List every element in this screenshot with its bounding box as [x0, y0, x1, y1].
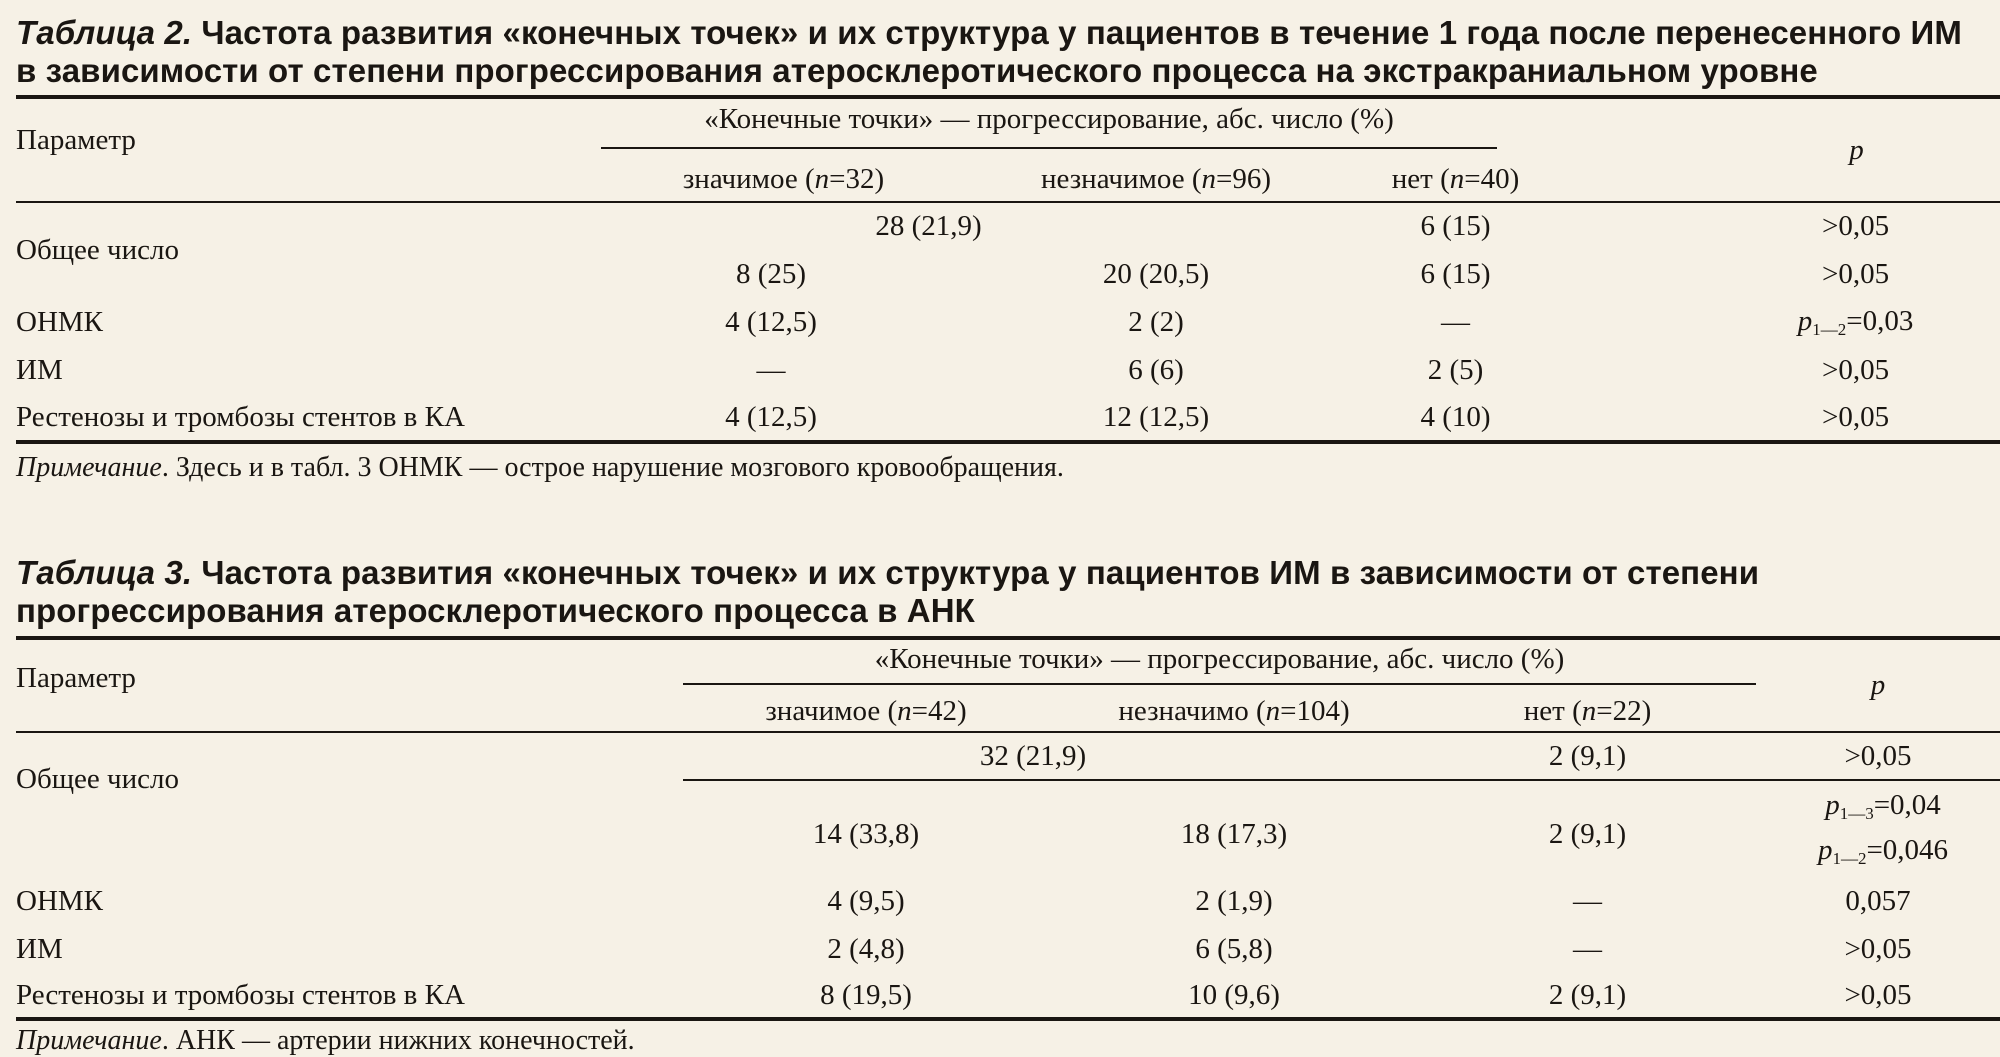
table-row: ОНМК 4 (9,5) 2 (1,9) — 0,057 [16, 884, 1911, 917]
table-row: Рестенозы и тромбозы стентов в КА 4 (12,5) 12 (12,5) 4 (10) >0,05 [16, 394, 2000, 442]
table-2-note: Примечание. Здесь и в табл. 3 ОНМК — острое нарушение мозгового кровообращения. [16, 452, 1064, 483]
table-2 [16, 95, 2000, 444]
table-3-total-label: Общее число [16, 763, 179, 795]
table-2-header-p: p [1849, 133, 1864, 166]
table-3-header-col1: значимое (n=42) [765, 694, 967, 727]
table-3-block [16, 554, 2000, 1057]
table-row: ИМ — 6 (6) 2 (5) >0,05 [16, 353, 1890, 386]
table-2-block [16, 14, 2000, 484]
table-row: Общее число 32 (21,9) 2 (9,1) >0,05 [16, 732, 2000, 780]
table-3-caption-label: Таблица 3. [16, 554, 193, 591]
table-2-header-col1: значимое (n=32) [682, 163, 885, 195]
table-3-caption-line1: Частота развития «конечных точек» и их структура у пациентов ИМ в зависимости от степени [192, 554, 1760, 591]
table-row: Общее число 28 (21,9) 6 (15) >0,05 [16, 202, 2000, 250]
table-2-caption [16, 14, 2000, 90]
table-2-caption-label: Таблица 2. [16, 14, 193, 51]
table-2-caption-line2: в зависимости от степени прогрессирования атеросклеротического процесса на экстракраниальном уровне [16, 52, 1818, 89]
table-2-header-group: «Конечные точки» — прогрессирование, абс. число (%) [601, 103, 1497, 149]
table-3-header-col3: нет (n=22) [1523, 694, 1652, 727]
table-3 [16, 636, 2000, 1021]
table-row: Рестенозы и тромбозы стентов в КА 8 (19,5) 10 (9,6) 2 (9,1) >0,05 [16, 973, 2000, 1019]
table-3-caption [16, 554, 2000, 630]
table-row: 8 (25) 20 (20,5) 6 (15) >0,05 [735, 257, 1890, 290]
table-2-total-label: Общее число [16, 234, 179, 266]
table-2-caption-line1: Частота развития «конечных точек» и их структура у пациентов в течение 1 года после перенесенного ИМ [192, 14, 1962, 51]
table-3-note: Примечание. АНК — артерии нижних конечностей. [16, 1025, 635, 1056]
table-2-header-col2: незначимое (n=96) [1040, 163, 1272, 195]
table-2-header-col3: нет (n=40) [1391, 163, 1520, 195]
table-3-caption-line2: прогрессирования атеросклеротического процесса в АНК [16, 592, 975, 629]
table-2-header-param: Параметр [16, 124, 136, 156]
table-3-header-group: «Конечные точки» — прогрессирование, абс. число (%) [683, 643, 1756, 685]
table-row: ОНМК 4 (12,5) 2 (2) — $p_{1—2}=0,03$ [16, 304, 1914, 339]
table-3-header-param: Параметр [16, 662, 136, 694]
table-row: ИМ 2 (4,8) 6 (5,8) — >0,05 [16, 932, 1912, 965]
table-row: 14 (33,8) 18 (17,3) 2 (9,1) $p_{1—3}=0,04$ $p_{1—2}=0,046$ [812, 789, 1949, 868]
table-3-header-p: p [1870, 669, 1886, 701]
table-3-header-col2: незначимо (n=104) [1118, 694, 1350, 727]
